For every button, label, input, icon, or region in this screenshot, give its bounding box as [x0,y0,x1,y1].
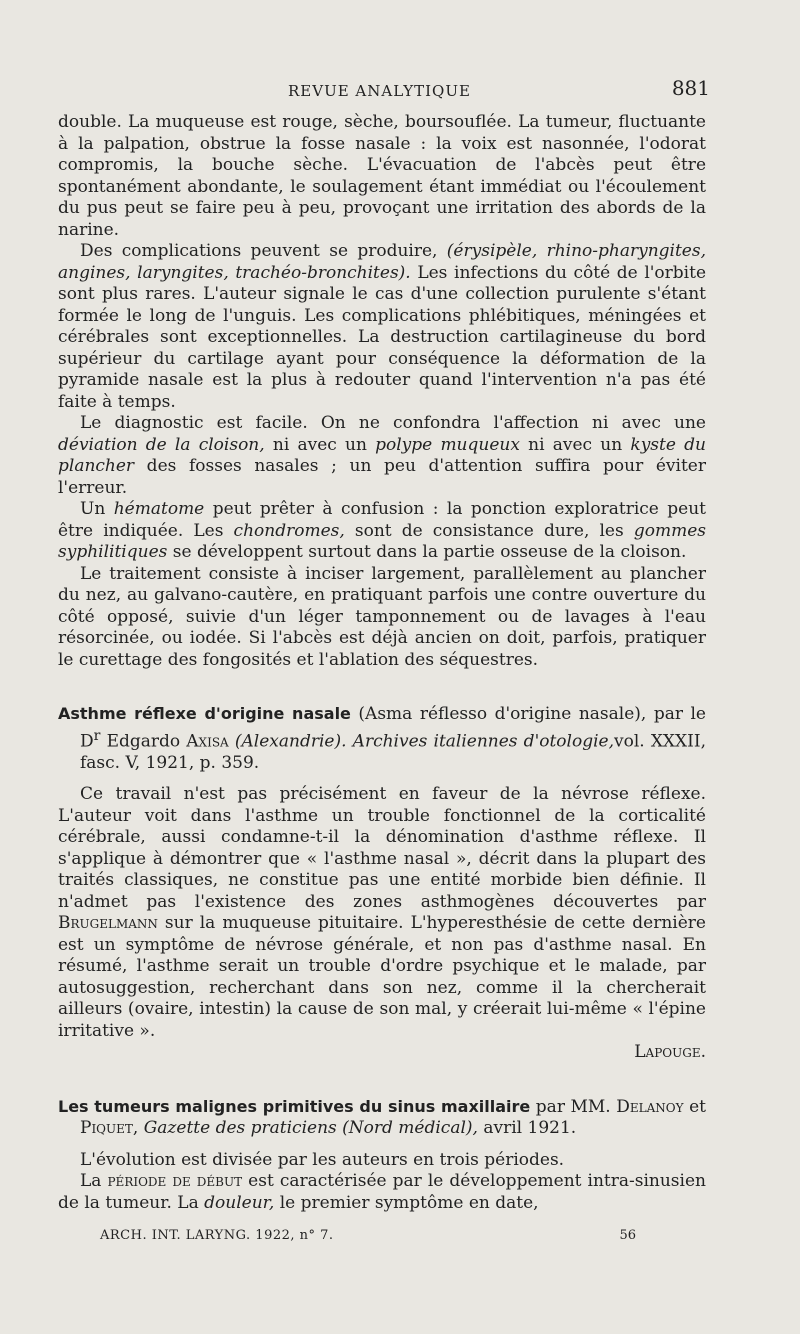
signature: Lapouge. [634,1042,706,1063]
page-number: 881 [671,76,710,100]
text-run: ni avec un [264,434,376,455]
text-run: se développent surtout dans la partie osseuse de la cloison. [167,542,687,562]
text-run: est caractérisée par le développement intra-sinusien de la tumeur. La [58,1171,706,1213]
paragraph: Le traitement consiste à inciser largement, parallèlement au plancher du nez, au galvano-cautère, en pratiquant parfois une contre ouverture du côté opposé, suivie d'un léger tamponnement ou de lavages à l'eau résorcinée, ou iodée. Si l'abcès est déjà ancien on doit, parfois, pratiquer le curettage des fongosités et l'ablation des séquestres. [58,563,706,670]
italic-text: chondromes, [233,520,345,541]
journal-name: Gazette des praticiens (Nord médical), [143,1118,478,1139]
author-name: Delanoy [616,1096,684,1117]
paragraph [58,784,706,1064]
page-header [58,76,710,112]
text-run: peut prêter à confusion : la ponction exploratrice peut être indiquée. Les [58,499,707,541]
italic-text: gommes syphilitiques [58,520,706,562]
text-run: sont de consistance dure, les [344,520,634,541]
text-run: Edgardo [100,731,187,752]
journal-name: (Alexandrie). Archives italiennes d'otologie, [234,731,614,752]
journal-footer: ARCH. INT. LARYNG. 1922, n° 7. [100,1228,334,1243]
italic-text: polype muqueux [375,434,520,455]
author-name: Axisa [186,731,229,752]
running-head: REVUE ANALYTIQUE [288,82,471,100]
paragraph: double. La muqueuse est rouge, sèche, boursouflée. La tumeur, fluctuante à la palpation, obstrue la fosse nasale : la voix est nasonnée, l'odorat compromis, la bouche sèche. L'évacuation de l'abcès peut être spontanément abondante, le soulagement étant immédiat ou l'écoulement du pus peut se faire peu à peu, provoçant une irritation des abords de la narine. [58,112,706,240]
superscript: r [93,727,101,744]
text-run: ni avec un [519,434,631,455]
italic-text: hématome [113,499,205,519]
paragraph: L'évolution est divisée par les auteurs en trois périodes. [80,1149,565,1170]
author-name: Piquet [80,1118,133,1139]
paragraph [58,1171,706,1214]
text-run: par MM. [530,1096,617,1117]
paragraph [58,499,706,564]
author-name: Brugelmann [58,913,158,934]
article-1-continuation [58,112,706,671]
text-run: Des complications peuvent se produire, [80,241,447,261]
small-caps-text: période de début [107,1171,243,1192]
italic-text: (érysipèle, rhino-pharyngites, angines, laryngites, trachéo-bronchites). [58,241,706,283]
article-title: Asthme réflexe d'origine nasale [58,704,351,723]
paragraph [58,241,706,413]
italic-text: kyste du plancher [58,434,706,476]
text-run: des fosses nasales ; un peu d'attention suffira pour éviter l'erreur. [58,456,706,498]
text-run: et [683,1096,707,1117]
text-run: Ce travail n'est pas précisément en faveur de la névrose réflexe. L'auteur voit dans l'asthme un trouble fonctionnel de la corticalité cérébrale, aussi condamne-t-il la dénomination d'asthme réflexe. Il s'applique à démontrer que « l'asthme nasal », décrit dans la plupart des traités classiques, ne constitue pas une entité morbide bien définie. Il n'admet pas l'existence des zones asthmogènes découvertes par [58,784,706,912]
text-run: le premier symptôme en date, [274,1192,539,1213]
text-run: Le diagnostic est facile. On ne confondra l'affection ni avec une [80,413,706,433]
text-run: vol. XXXII, fasc. V, 1921, p. 359. [80,731,706,773]
italic-text: déviation de la cloison, [58,434,265,455]
text-run: (Asma réflesso d'origine nasale), par le D [80,704,706,752]
signature-number: 56 [619,1228,636,1243]
article-heading [58,703,706,774]
article-2 [58,703,706,1064]
article-title: Les tumeurs malignes primitives du sinus maxillaire [58,1096,531,1116]
text-run: sur la muqueuse pituitaire. L'hyperesthésie de cette dernière est un symptôme de névrose générale, et non pas d'asthme nasal. En résumé, l'asthme serait un trouble d'ordre psychique et le malade, par autosuggestion, recherchant dans son nez, comme il la chercherait ailleurs (ovaire, intestin) la cause de son mal, y créerait lui-même « l'épine irritative ». [58,913,706,1041]
text-run: La [80,1171,108,1192]
article-3 [58,1096,706,1215]
text-run: Un [80,499,114,519]
italic-text: douleur, [204,1192,275,1213]
text-run: Les infections du côté de l'orbite sont plus rares. L'auteur signale le cas d'une collection purulente s'étant formée le long de l'unguis. Les complications phlébitiques, méningées et cérébrales sont exceptionnelles. La destruction cartilagineuse du bord supérieur du cartilage ayant pour conséquence la déformation de la pyramide nasale est la plus à redouter quand l'intervention n'a pas été faite à temps. [58,262,706,412]
paragraph [58,413,706,499]
text-run: avril 1921. [477,1118,577,1139]
text-run: , [132,1118,144,1139]
article-heading [58,1096,706,1140]
